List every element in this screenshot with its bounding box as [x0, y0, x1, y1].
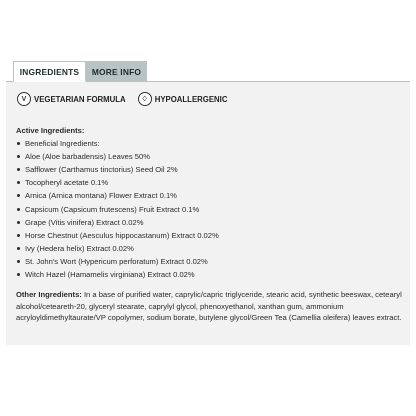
list-item: St. John's Wort (Hypericum perforatum) Extract 0.02% — [16, 255, 408, 268]
hypoallergenic-drop-icon: ♢ — [138, 92, 152, 106]
tab-more-info[interactable]: MORE INFO — [86, 61, 147, 82]
list-item: Aloe (Aloe barbadensis) Leaves 50% — [16, 150, 408, 163]
ingredients-panel — [6, 81, 410, 345]
other-ingredients — [16, 289, 408, 324]
product-tabs — [13, 61, 147, 82]
vegetarian-badge — [17, 92, 126, 106]
tab-ingredients[interactable]: INGREDIENTS — [13, 61, 86, 82]
active-ingredients-title: Active Ingredients: — [16, 126, 85, 135]
active-ingredients-list — [16, 137, 408, 281]
list-item: Grape (Vitis vinifera) Extract 0.02% — [16, 216, 408, 229]
ingredients-content — [16, 124, 408, 324]
hypoallergenic-label: HYPOALLERGENIC — [154, 94, 228, 104]
list-item: Horse Chestnut (Aesculus hippocastanum) Extract 0.02% — [16, 229, 408, 242]
vegetarian-label: VEGETARIAN FORMULA — [34, 94, 126, 104]
list-item: Capsicum (Capsicum frutescens) Fruit Extract 0.1% — [16, 203, 408, 216]
list-item: Arnica (Arnica montana) Flower Extract 0.1% — [16, 189, 408, 202]
vegetarian-v-icon: V — [17, 92, 31, 106]
list-item: Beneficial Ingredients: — [16, 137, 408, 150]
list-item: Safflower (Carthamus tinctorius) Seed Oil 2% — [16, 163, 408, 176]
list-item: Ivy (Hedera helix) Extract 0.02% — [16, 242, 408, 255]
feature-badges — [17, 92, 239, 106]
other-ingredients-text: In a base of purified water, caprylic/capric triglyceride, stearic acid, synthetic beeswax, cetearyl alcohol/ceteareth-20, glyceryl stearate, caprylyl glycol, phenoxyethanol, xanthan gum, ammonium acryloyldimethyltaurate/VP copolymer, sodium borate, butylene glycol/Green Tea (Camellia oleifera) leaves extract. — [16, 290, 402, 323]
hypoallergenic-badge — [138, 92, 228, 106]
list-item: Witch Hazel (Hamamelis virginiana) Extract 0.02% — [16, 268, 408, 281]
list-item: Tocopheryl acetate 0.1% — [16, 176, 408, 189]
other-ingredients-label: Other Ingredients: — [16, 290, 82, 300]
